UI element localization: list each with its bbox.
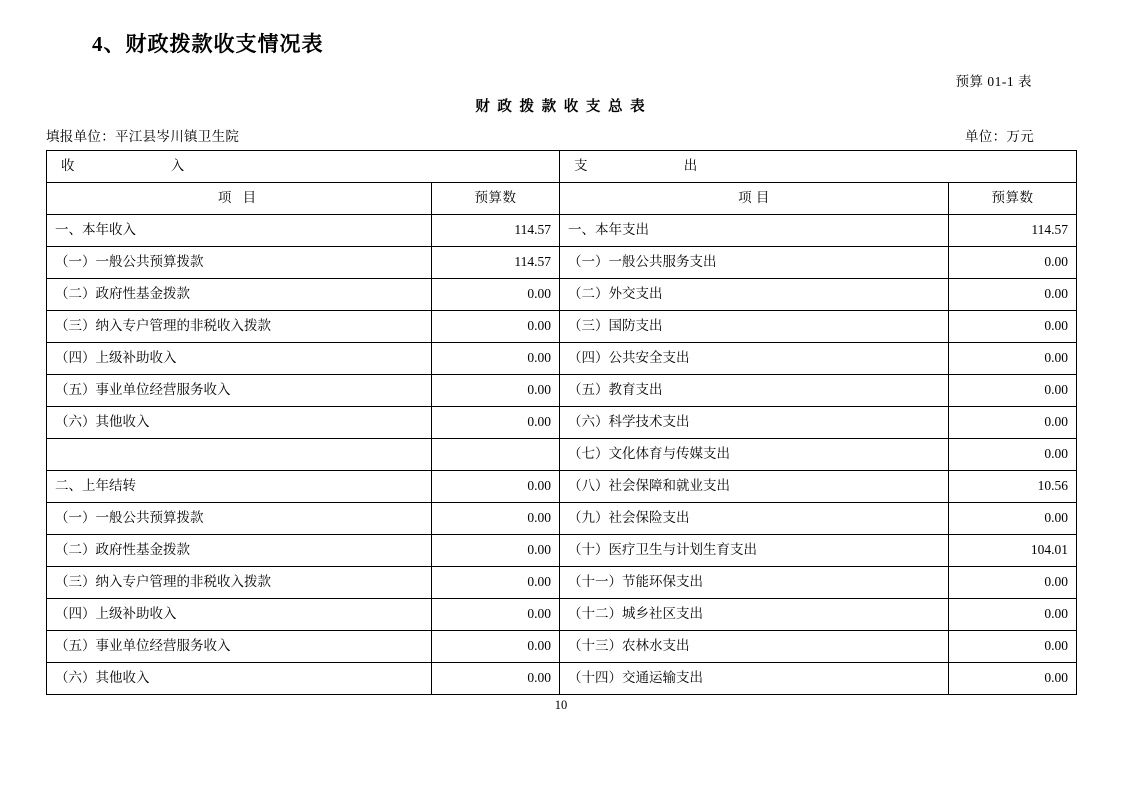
form-code-label: 预算 01-1 表 [955, 74, 1032, 89]
expense-amount-cell: 0.00 [949, 407, 1077, 439]
expense-item-cell: （五）教育支出 [560, 375, 949, 407]
expense-amount-cell: 0.00 [949, 279, 1077, 311]
expense-amount-cell: 0.00 [949, 503, 1077, 535]
amount-unit-label: 单位：万元 [965, 129, 1034, 144]
income-amount-cell: 0.00 [432, 599, 560, 631]
table-row [47, 567, 1077, 599]
income-item-cell: （五）事业单位经营服务收入 [47, 631, 432, 663]
income-amount-cell: 0.00 [432, 343, 560, 375]
expense-amount-cell: 0.00 [949, 343, 1077, 375]
income-amount-cell: 0.00 [432, 503, 560, 535]
page-number: 10 [554, 698, 568, 712]
table-row [47, 503, 1077, 535]
expense-amount-cell: 0.00 [949, 599, 1077, 631]
expense-amount-cell: 114.57 [949, 215, 1077, 247]
table-row [47, 439, 1077, 471]
income-item-cell: （二）政府性基金拨款 [47, 279, 432, 311]
table-row [47, 215, 1077, 247]
income-group-label-left: 收 [61, 158, 75, 174]
income-item-cell [47, 439, 432, 471]
expense-amount-cell: 0.00 [949, 567, 1077, 599]
income-item-cell: 二、上年结转 [47, 471, 432, 503]
table-row [47, 247, 1077, 279]
expense-item-cell: 一、本年支出 [560, 215, 949, 247]
income-amount-cell: 0.00 [432, 471, 560, 503]
income-item-cell: （三）纳入专户管理的非税收入拨款 [47, 567, 432, 599]
expense-group-label-right: 出 [683, 158, 698, 174]
table-row [47, 375, 1077, 407]
income-group-header [47, 151, 560, 183]
income-item-cell: （六）其他收入 [47, 663, 432, 695]
table-row [47, 631, 1077, 663]
income-amount-cell: 0.00 [432, 375, 560, 407]
page-title: 4、财政拨款收支情况表 [92, 32, 324, 56]
table-row [47, 599, 1077, 631]
expense-item-cell: （三）国防支出 [560, 311, 949, 343]
expense-item-cell: （十）医疗卫生与计划生育支出 [560, 535, 949, 567]
income-item-header: 项 目 [47, 183, 432, 215]
expense-amount-cell: 0.00 [949, 439, 1077, 471]
table-row [47, 279, 1077, 311]
expense-amount-header: 预算数 [949, 183, 1077, 215]
table-row [47, 343, 1077, 375]
income-amount-cell: 0.00 [432, 631, 560, 663]
table-row [47, 471, 1077, 503]
expense-item-cell: （十四）交通运输支出 [560, 663, 949, 695]
table-row [47, 407, 1077, 439]
income-amount-cell: 0.00 [432, 663, 560, 695]
expense-amount-cell: 0.00 [949, 247, 1077, 279]
income-amount-cell: 0.00 [432, 311, 560, 343]
expense-item-cell: （八）社会保障和就业支出 [560, 471, 949, 503]
expense-item-cell: （六）科学技术支出 [560, 407, 949, 439]
expense-item-cell: （九）社会保险支出 [560, 503, 949, 535]
table-title: 财 政 拨 款 收 支 总 表 [475, 99, 647, 115]
income-item-cell: （四）上级补助收入 [47, 599, 432, 631]
table-header-columns-row [47, 183, 1077, 215]
budget-table [46, 150, 1077, 695]
expense-group-header [560, 151, 1077, 183]
income-item-cell: （五）事业单位经营服务收入 [47, 375, 432, 407]
income-amount-cell: 0.00 [432, 279, 560, 311]
expense-group-label-left: 支 [574, 158, 588, 174]
income-amount-header: 预算数 [432, 183, 560, 215]
table-row [47, 535, 1077, 567]
expense-amount-cell: 104.01 [949, 535, 1077, 567]
table-row [47, 663, 1077, 695]
income-item-cell: （四）上级补助收入 [47, 343, 432, 375]
expense-item-cell: （四）公共安全支出 [560, 343, 949, 375]
income-amount-cell [432, 439, 560, 471]
expense-item-cell: （二）外交支出 [560, 279, 949, 311]
income-amount-cell: 114.57 [432, 215, 560, 247]
expense-item-cell: （七）文化体育与传媒支出 [560, 439, 949, 471]
income-group-label-right: 入 [170, 158, 185, 174]
expense-item-cell: （十二）城乡社区支出 [560, 599, 949, 631]
expense-item-cell: （十一）节能环保支出 [560, 567, 949, 599]
income-item-cell: （一）一般公共预算拨款 [47, 247, 432, 279]
income-amount-cell: 0.00 [432, 567, 560, 599]
income-item-cell: （一）一般公共预算拨款 [47, 503, 432, 535]
expense-amount-cell: 0.00 [949, 311, 1077, 343]
table-header-group-row [47, 151, 1077, 183]
expense-amount-cell: 10.56 [949, 471, 1077, 503]
expense-amount-cell: 0.00 [949, 631, 1077, 663]
expense-item-cell: （十三）农林水支出 [560, 631, 949, 663]
income-amount-cell: 114.57 [432, 247, 560, 279]
income-item-cell: 一、本年收入 [47, 215, 432, 247]
income-item-cell: （六）其他收入 [47, 407, 432, 439]
income-item-cell: （二）政府性基金拨款 [47, 535, 432, 567]
meta-row [46, 125, 1076, 145]
expense-amount-cell: 0.00 [949, 375, 1077, 407]
income-amount-cell: 0.00 [432, 535, 560, 567]
expense-amount-cell: 0.00 [949, 663, 1077, 695]
income-item-cell: （三）纳入专户管理的非税收入拨款 [47, 311, 432, 343]
expense-item-cell: （一）一般公共服务支出 [560, 247, 949, 279]
table-row [47, 311, 1077, 343]
filling-unit-label: 填报单位：平江县岑川镇卫生院 [46, 129, 240, 144]
expense-item-header: 项 目 [560, 183, 949, 215]
income-amount-cell: 0.00 [432, 407, 560, 439]
